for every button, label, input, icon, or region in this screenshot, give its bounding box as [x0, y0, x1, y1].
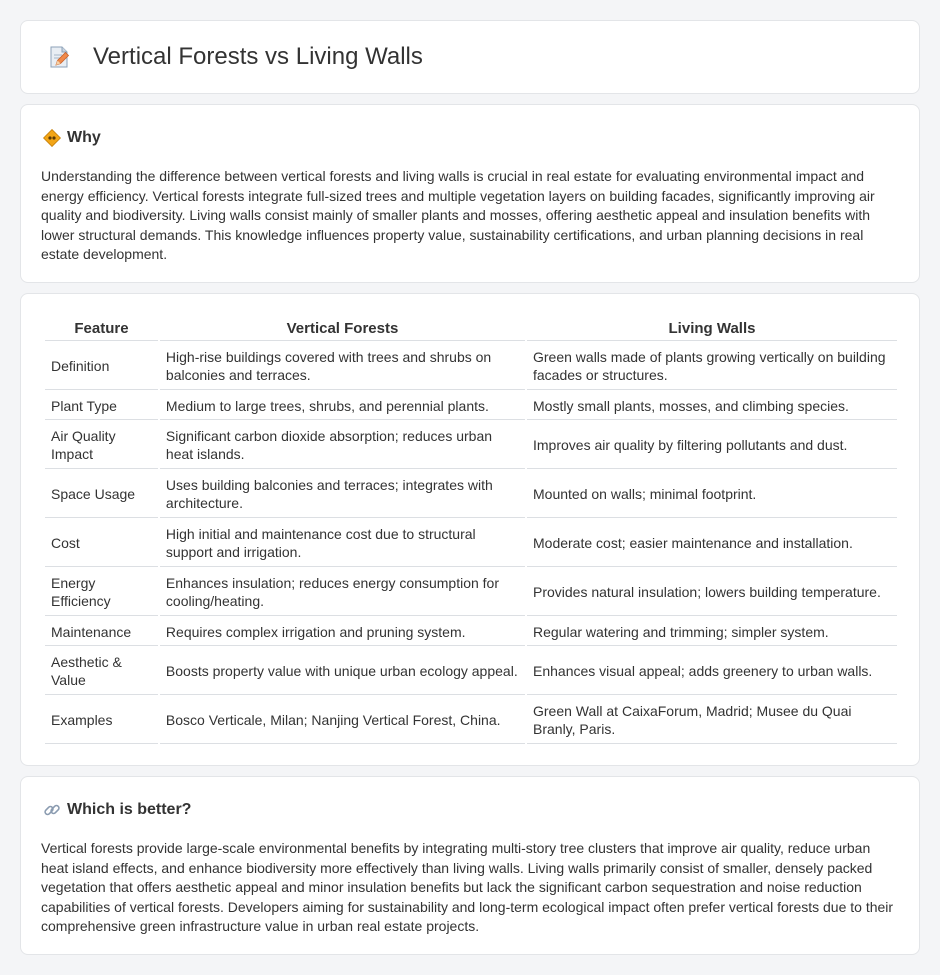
- table-row: [45, 520, 897, 567]
- vertical-forests-cell: Boosts property value with unique urban ecology appeal.: [160, 648, 525, 695]
- feature-cell: Energy Efficiency: [45, 569, 158, 616]
- living-walls-cell: Mounted on walls; minimal footprint.: [527, 471, 897, 518]
- living-walls-cell: Green walls made of plants growing vertically on building facades or structures.: [527, 343, 897, 390]
- which-is-better-section: [20, 776, 920, 955]
- better-heading: Which is better?: [67, 801, 192, 818]
- title-card: [20, 20, 920, 94]
- vertical-forests-cell: Medium to large trees, shrubs, and perennial plants.: [160, 392, 525, 420]
- vertical-forests-cell: High initial and maintenance cost due to structural support and irrigation.: [160, 520, 525, 567]
- feature-cell: Air Quality Impact: [45, 422, 158, 469]
- feature-cell: Examples: [45, 697, 158, 744]
- vertical-forests-cell: Requires complex irrigation and pruning system.: [160, 618, 525, 646]
- feature-cell: Definition: [45, 343, 158, 390]
- vertical-forests-cell: Bosco Verticale, Milan; Nanjing Vertical Forest, China.: [160, 697, 525, 744]
- table-row: [45, 471, 897, 518]
- table-row: [45, 569, 897, 616]
- document-pencil-icon: [47, 45, 71, 69]
- table-row: [45, 343, 897, 390]
- header-living-walls: Living Walls: [527, 318, 897, 341]
- comparison-table: [43, 316, 899, 746]
- vertical-forests-cell: Uses building balconies and terraces; integrates with architecture.: [160, 471, 525, 518]
- table-row: [45, 648, 897, 695]
- better-header: [43, 801, 899, 819]
- feature-cell: Plant Type: [45, 392, 158, 420]
- table-header-row: [45, 318, 897, 341]
- why-heading: Why: [67, 129, 101, 146]
- feature-cell: Aesthetic & Value: [45, 648, 158, 695]
- better-text: Vertical forests provide large-scale environmental benefits by integrating multi-story tree clusters that improve air quality, reduce urban heat island effects, and enhance biodiversity more effectively than living walls. Living walls primarily consist of smaller, densely packed vegetation that offers aesthetic appeal and minor insulation benefits but lack the significant carbon sequestration and noise reduction capabilities of vertical forests. Developers aiming for sustainability and long-term ecological impact often prefer vertical forests due to their comprehensive green infrastructure value in urban real estate projects.: [41, 840, 894, 934]
- page-title: Vertical Forests vs Living Walls: [93, 43, 423, 70]
- header-vertical-forests: Vertical Forests: [160, 318, 525, 341]
- why-section: [20, 104, 920, 283]
- living-walls-cell: Mostly small plants, mosses, and climbing species.: [527, 392, 897, 420]
- vertical-forests-cell: Significant carbon dioxide absorption; reduces urban heat islands.: [160, 422, 525, 469]
- diamond-sign-icon: [43, 129, 61, 147]
- link-icon: [43, 801, 61, 819]
- feature-cell: Cost: [45, 520, 158, 567]
- table-row: [45, 618, 897, 646]
- table-row: [45, 422, 897, 469]
- living-walls-cell: Improves air quality by filtering pollutants and dust.: [527, 422, 897, 469]
- vertical-forests-cell: Enhances insulation; reduces energy consumption for cooling/heating.: [160, 569, 525, 616]
- feature-cell: Space Usage: [45, 471, 158, 518]
- living-walls-cell: Moderate cost; easier maintenance and installation.: [527, 520, 897, 567]
- why-header: [43, 129, 899, 147]
- table-row: [45, 392, 897, 420]
- feature-cell: Maintenance: [45, 618, 158, 646]
- header-feature: Feature: [45, 318, 158, 341]
- comparison-card: [20, 293, 920, 766]
- table-row: [45, 697, 897, 744]
- why-text: Understanding the difference between vertical forests and living walls is crucial in real estate for evaluating environmental impact and energy efficiency. Vertical forests integrate full-sized trees and multiple vegetation layers on building facades, significantly improving air quality and biodiversity. Living walls consist mainly of smaller plants and mosses, offering aesthetic appeal and insulation benefits with lower structural demands. This knowledge influences property value, sustainability certifications, and urban planning decisions in real estate development.: [41, 168, 875, 262]
- living-walls-cell: Enhances visual appeal; adds greenery to urban walls.: [527, 648, 897, 695]
- living-walls-cell: Green Wall at CaixaForum, Madrid; Musee du Quai Branly, Paris.: [527, 697, 897, 744]
- vertical-forests-cell: High-rise buildings covered with trees and shrubs on balconies and terraces.: [160, 343, 525, 390]
- living-walls-cell: Provides natural insulation; lowers building temperature.: [527, 569, 897, 616]
- living-walls-cell: Regular watering and trimming; simpler system.: [527, 618, 897, 646]
